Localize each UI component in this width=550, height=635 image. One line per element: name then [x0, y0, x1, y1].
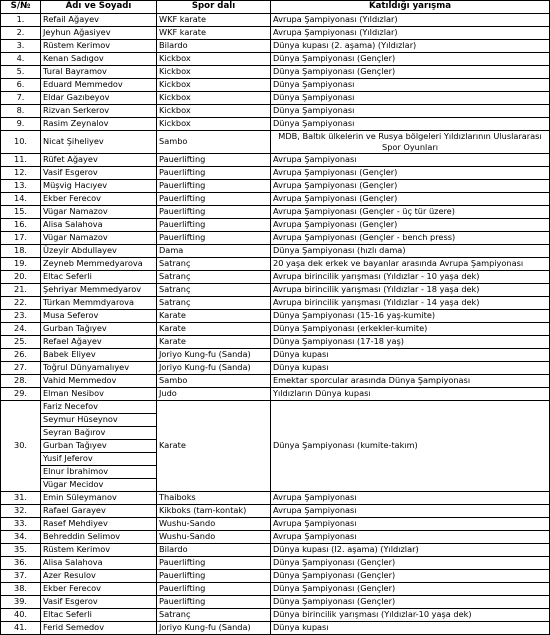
- row-number: 35.: [1, 544, 41, 557]
- athlete-name: Seyran Bağırov: [41, 427, 157, 440]
- athlete-name: Zeyneb Memmedyarova: [41, 258, 157, 271]
- row-number: 40.: [1, 609, 41, 622]
- competition-cell: Avrupa Şampiyonası (Yıldızlar): [271, 14, 550, 27]
- table-row: [1, 492, 550, 505]
- athlete-name: Vügar Namazov: [41, 206, 157, 219]
- sport-cell: Bilardo: [157, 40, 271, 53]
- competition-cell: Dünya Şampiyonası (hızlı dama): [271, 245, 550, 258]
- sport-cell: Wushu-Sando: [157, 531, 271, 544]
- table-row: [1, 167, 550, 180]
- table-row: [1, 66, 550, 79]
- competition-cell: Dünya Şampiyonası (Gençler): [271, 53, 550, 66]
- row-number: 30.: [1, 401, 41, 492]
- sport-cell: Bilardo: [157, 544, 271, 557]
- competition-cell: Dünya kupası (I2. aşama) (Yıldızlar): [271, 544, 550, 557]
- sport-cell: Joriyo Kung-fu (Sanda): [157, 362, 271, 375]
- athlete-name: Vasif Esgerov: [41, 596, 157, 609]
- row-number: 27.: [1, 362, 41, 375]
- athlete-name: Gurban Tağıyev: [41, 323, 157, 336]
- row-number: 12.: [1, 167, 41, 180]
- table-row: [1, 596, 550, 609]
- row-number: 11.: [1, 154, 41, 167]
- table-row: [1, 310, 550, 323]
- table-row: [1, 193, 550, 206]
- table-row: [1, 349, 550, 362]
- competition-cell: Dünya Şampiyonası: [271, 92, 550, 105]
- competition-cell: Dünya Şampiyonası: [271, 118, 550, 131]
- competition-cell: Dünya Şampiyonası (15-16 yaş-kumite): [271, 310, 550, 323]
- athlete-name: Eldar Gazıbeyov: [41, 92, 157, 105]
- table-row: [1, 336, 550, 349]
- athlete-name: Kenan Sadıgov: [41, 53, 157, 66]
- table-row: [1, 544, 550, 557]
- athlete-name: Vügar Namazov: [41, 232, 157, 245]
- sport-cell: Joriyo Kung-fu (Sanda): [157, 622, 271, 635]
- table-row: [1, 401, 550, 414]
- row-number: 25.: [1, 336, 41, 349]
- header-number: S/№: [1, 1, 41, 14]
- athlete-name: Şehriyar Memmedyarov: [41, 284, 157, 297]
- sport-cell: Kickbox: [157, 118, 271, 131]
- row-number: 33.: [1, 518, 41, 531]
- sport-cell: Karate: [157, 336, 271, 349]
- table-row: [1, 557, 550, 570]
- sport-cell: Sambo: [157, 131, 271, 154]
- athlete-name: Rasef Mehdiyev: [41, 518, 157, 531]
- athlete-name: Üzeyir Abdullayev: [41, 245, 157, 258]
- sport-cell: Pauerlifting: [157, 557, 271, 570]
- athlete-name: Rüstem Kerimov: [41, 544, 157, 557]
- row-number: 10.: [1, 131, 41, 154]
- competition-cell: Dünya Şampiyonası (kumite-takım): [271, 401, 550, 492]
- competition-cell: Dünya kupası: [271, 362, 550, 375]
- sport-cell: Pauerlifting: [157, 219, 271, 232]
- sport-cell: Pauerlifting: [157, 167, 271, 180]
- row-number: 23.: [1, 310, 41, 323]
- sport-cell: Satranç: [157, 284, 271, 297]
- competition-cell: Dünya Şampiyonası (Gençler): [271, 596, 550, 609]
- athlete-name: Fariz Necefov: [41, 401, 157, 414]
- table-row: [1, 180, 550, 193]
- sport-cell: Satranç: [157, 609, 271, 622]
- competition-cell: Dünya Şampiyonası: [271, 105, 550, 118]
- athlete-name: Musa Seferov: [41, 310, 157, 323]
- athlete-name: Elnur İbrahimov: [41, 466, 157, 479]
- sport-cell: Wushu-Sando: [157, 518, 271, 531]
- competition-cell: Dünya Şampiyonası (Gençler): [271, 583, 550, 596]
- row-number: 6.: [1, 79, 41, 92]
- row-number: 22.: [1, 297, 41, 310]
- row-number: 37.: [1, 570, 41, 583]
- competition-cell: Dünya kupası: [271, 622, 550, 635]
- table-row: [1, 505, 550, 518]
- row-number: 2.: [1, 27, 41, 40]
- athlete-name: Rüfet Ağayev: [41, 154, 157, 167]
- athlete-name: Rafael Garayev: [41, 505, 157, 518]
- sport-cell: Kickbox: [157, 79, 271, 92]
- sport-cell: Pauerlifting: [157, 180, 271, 193]
- row-number: 8.: [1, 105, 41, 118]
- sport-cell: WKF karate: [157, 14, 271, 27]
- sport-cell: Satranç: [157, 271, 271, 284]
- sport-cell: Pauerlifting: [157, 232, 271, 245]
- table-row: [1, 79, 550, 92]
- athlete-name: Elman Nesibov: [41, 388, 157, 401]
- athlete-name: Rüstem Kerimov: [41, 40, 157, 53]
- athlete-name: Emin Süleymanov: [41, 492, 157, 505]
- athlete-name: Toğrul Dünyamalıyev: [41, 362, 157, 375]
- table-body: [1, 14, 550, 635]
- athlete-name: Refail Ağayev: [41, 14, 157, 27]
- sport-cell: Karate: [157, 310, 271, 323]
- sport-cell: Kickbox: [157, 53, 271, 66]
- competition-cell: Avrupa birincilik yarışması (Yıldızlar - 18 yaşa dek): [271, 284, 550, 297]
- row-number: 3.: [1, 40, 41, 53]
- table-row: [1, 27, 550, 40]
- row-number: 26.: [1, 349, 41, 362]
- table-row: [1, 206, 550, 219]
- header-competition: Katıldığı yarışma: [271, 1, 550, 14]
- row-number: 4.: [1, 53, 41, 66]
- row-number: 20.: [1, 271, 41, 284]
- competition-cell: Dünya Şampiyonası (erkekler-kumite): [271, 323, 550, 336]
- competition-cell: Avrupa Şampiyonası: [271, 492, 550, 505]
- competition-cell: Dünya kupası: [271, 349, 550, 362]
- competition-cell: Dünya Şampiyonası (Gençler): [271, 66, 550, 79]
- table-row: [1, 284, 550, 297]
- athlete-name: Vügar Mecidov: [41, 479, 157, 492]
- competition-cell: Avrupa Şampiyonası (Gençler): [271, 193, 550, 206]
- athlete-name: Ferid Semedov: [41, 622, 157, 635]
- table-row: [1, 297, 550, 310]
- sport-cell: Pauerlifting: [157, 193, 271, 206]
- competition-cell: Dünya Şampiyonası (Gençler): [271, 570, 550, 583]
- competition-cell: MDB, Baltık ülkelerin ve Rusya bölgeleri Yıldızlarının Uluslararası Spor Oyunları: [271, 131, 550, 154]
- competition-cell: Dünya birincilik yarışması (Yıldızlar-10 yaşa dek): [271, 609, 550, 622]
- competition-cell: Avrupa birincilik yarışması (Yıldızlar - 14 yaşa dek): [271, 297, 550, 310]
- competition-cell: Dünya Şampiyonası (Gençler): [271, 557, 550, 570]
- competition-cell: Avrupa Şampiyonası (Gençler): [271, 180, 550, 193]
- sport-cell: Pauerlifting: [157, 583, 271, 596]
- table-row: [1, 105, 550, 118]
- row-number: 21.: [1, 284, 41, 297]
- table-row: [1, 154, 550, 167]
- table-row: [1, 92, 550, 105]
- sport-cell: Pauerlifting: [157, 570, 271, 583]
- row-number: 32.: [1, 505, 41, 518]
- competition-cell: Avrupa Şampiyonası: [271, 154, 550, 167]
- sport-cell: Kickbox: [157, 66, 271, 79]
- table-row: [1, 388, 550, 401]
- athlete-name: Eltac Seferli: [41, 609, 157, 622]
- row-number: 41.: [1, 622, 41, 635]
- athlete-name: Rizvan Serkerov: [41, 105, 157, 118]
- header-sport: Spor dalı: [157, 1, 271, 14]
- table-row: [1, 622, 550, 635]
- row-number: 31.: [1, 492, 41, 505]
- table-row: [1, 583, 550, 596]
- table-row: [1, 219, 550, 232]
- sport-cell: Pauerlifting: [157, 154, 271, 167]
- sport-cell: Sambo: [157, 375, 271, 388]
- sport-cell: Judo: [157, 388, 271, 401]
- row-number: 29.: [1, 388, 41, 401]
- competition-cell: 20 yaşa dek erkek ve bayanlar arasında Avrupa Şampiyonası: [271, 258, 550, 271]
- competition-cell: Avrupa Şampiyonası: [271, 505, 550, 518]
- row-number: 19.: [1, 258, 41, 271]
- table-row: [1, 53, 550, 66]
- table-row: [1, 531, 550, 544]
- athlete-name: Seymur Hüseynov: [41, 414, 157, 427]
- athlete-name: Alisa Salahova: [41, 557, 157, 570]
- competition-cell: Dünya Şampiyonası (17-18 yaş): [271, 336, 550, 349]
- row-number: 7.: [1, 92, 41, 105]
- row-number: 38.: [1, 583, 41, 596]
- athlete-name: Müşvig Hacıyev: [41, 180, 157, 193]
- table-row: [1, 570, 550, 583]
- competition-cell: Avrupa Şampiyonası: [271, 518, 550, 531]
- athlete-name: Vasif Esgerov: [41, 167, 157, 180]
- athlete-name: Yusif Jeferov: [41, 453, 157, 466]
- row-number: 17.: [1, 232, 41, 245]
- athlete-name: Ekber Ferecov: [41, 193, 157, 206]
- row-number: 15.: [1, 206, 41, 219]
- athlete-name: Eduard Memmedov: [41, 79, 157, 92]
- table-row: [1, 131, 550, 154]
- sport-cell: Dama: [157, 245, 271, 258]
- athlete-name: Babek Eliyev: [41, 349, 157, 362]
- athlete-name: Eltac Seferli: [41, 271, 157, 284]
- table-row: [1, 232, 550, 245]
- competition-cell: Dünya Şampiyonası: [271, 79, 550, 92]
- competition-cell: Emektar sporcular arasında Dünya Şampiyonası: [271, 375, 550, 388]
- competition-cell: Avrupa Şampiyonası (Gençler - üç tür üzere): [271, 206, 550, 219]
- row-number: 24.: [1, 323, 41, 336]
- competition-cell: Avrupa Şampiyonası (Gençler): [271, 167, 550, 180]
- row-number: 9.: [1, 118, 41, 131]
- competition-cell: Avrupa Şampiyonası (Yıldızlar): [271, 27, 550, 40]
- table-row: [1, 271, 550, 284]
- sport-cell: Satranç: [157, 297, 271, 310]
- sport-cell: Thaiboks: [157, 492, 271, 505]
- sport-cell: WKF karate: [157, 27, 271, 40]
- table-row: [1, 362, 550, 375]
- athlete-name: Vahid Memmedov: [41, 375, 157, 388]
- competition-cell: Yıldızların Dünya kupası: [271, 388, 550, 401]
- athlete-name: Behreddin Selimov: [41, 531, 157, 544]
- row-number: 28.: [1, 375, 41, 388]
- sport-cell: Kickbox: [157, 92, 271, 105]
- header-name: Adı ve Soyadı: [41, 1, 157, 14]
- sport-cell: Joriyo Kung-fu (Sanda): [157, 349, 271, 362]
- athlete-name: Azer Resulov: [41, 570, 157, 583]
- competition-cell: Avrupa birincilik yarışması (Yıldızlar - 10 yaşa dek): [271, 271, 550, 284]
- athlete-name: Ekber Ferecov: [41, 583, 157, 596]
- header-row: [1, 1, 550, 14]
- athlete-name: Türkan Memmdyarova: [41, 297, 157, 310]
- row-number: 1.: [1, 14, 41, 27]
- row-number: 5.: [1, 66, 41, 79]
- table-row: [1, 518, 550, 531]
- table-row: [1, 258, 550, 271]
- table-row: [1, 14, 550, 27]
- row-number: 16.: [1, 219, 41, 232]
- row-number: 39.: [1, 596, 41, 609]
- athlete-name: Rasim Zeynalov: [41, 118, 157, 131]
- row-number: 18.: [1, 245, 41, 258]
- competition-cell: Avrupa Şampiyonası (Gençler - bench press): [271, 232, 550, 245]
- table-row: [1, 375, 550, 388]
- sport-cell: Kickbox: [157, 105, 271, 118]
- sport-cell: Kikboks (tam-kontak): [157, 505, 271, 518]
- table-row: [1, 245, 550, 258]
- athlete-name: Nicat Şiheliyev: [41, 131, 157, 154]
- table-row: [1, 40, 550, 53]
- athlete-name: Refael Ağayev: [41, 336, 157, 349]
- table-row: [1, 118, 550, 131]
- sport-cell: Pauerlifting: [157, 596, 271, 609]
- row-number: 14.: [1, 193, 41, 206]
- row-number: 34.: [1, 531, 41, 544]
- row-number: 36.: [1, 557, 41, 570]
- sport-cell: Karate: [157, 323, 271, 336]
- competition-cell: Avrupa Şampiyonası (Gençler): [271, 219, 550, 232]
- competition-cell: Avrupa Şampiyonası: [271, 531, 550, 544]
- competition-cell: Dünya kupası (2. aşama) (Yıldızlar): [271, 40, 550, 53]
- sport-cell: Satranç: [157, 258, 271, 271]
- sport-cell: Pauerlifting: [157, 206, 271, 219]
- athlete-name: Alisa Salahova: [41, 219, 157, 232]
- athlete-name: Jeyhun Ağasiyev: [41, 27, 157, 40]
- sport-cell: Karate: [157, 401, 271, 492]
- row-number: 13.: [1, 180, 41, 193]
- table-row: [1, 609, 550, 622]
- athlete-name: Tural Bayramov: [41, 66, 157, 79]
- athlete-name: Gurban Tağıyev: [41, 440, 157, 453]
- table-row: [1, 323, 550, 336]
